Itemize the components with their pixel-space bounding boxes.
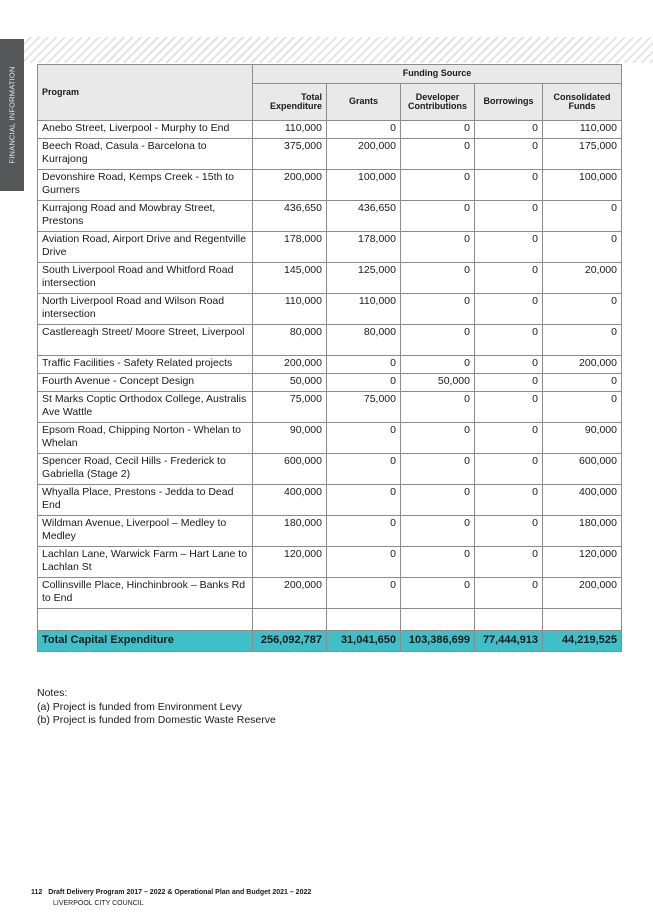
notes-section bbox=[37, 687, 276, 728]
table-row bbox=[38, 232, 622, 263]
table-row bbox=[38, 374, 622, 392]
total-label: Total Capital Expenditure bbox=[38, 631, 253, 652]
value-cell: 375,000 bbox=[253, 139, 327, 170]
value-cell: 0 bbox=[475, 294, 543, 325]
developer-contributions-header: Developer Contributions bbox=[401, 84, 475, 121]
grants-header: Grants bbox=[327, 84, 401, 121]
program-cell: Fourth Avenue - Concept Design bbox=[38, 374, 253, 392]
value-cell: 100,000 bbox=[327, 170, 401, 201]
table-row bbox=[38, 121, 622, 139]
program-cell: Whyalla Place, Prestons - Jedda to Dead End bbox=[38, 485, 253, 516]
table-row bbox=[38, 325, 622, 356]
program-cell: Collinsville Place, Hinchinbrook – Banks Rd to End bbox=[38, 578, 253, 609]
value-cell: 75,000 bbox=[327, 392, 401, 423]
value-cell: 0 bbox=[327, 547, 401, 578]
empty-cell bbox=[475, 609, 543, 631]
program-cell: North Liverpool Road and Wilson Road intersection bbox=[38, 294, 253, 325]
value-cell: 50,000 bbox=[401, 374, 475, 392]
value-cell: 178,000 bbox=[327, 232, 401, 263]
decorative-stripe-band bbox=[24, 37, 653, 63]
table-body bbox=[38, 121, 622, 652]
note-item: (b) Project is funded from Domestic Waste Reserve bbox=[37, 714, 276, 726]
council-name: LIVERPOOL CITY COUNCIL bbox=[53, 900, 144, 907]
value-cell: 400,000 bbox=[253, 485, 327, 516]
value-cell: 0 bbox=[401, 121, 475, 139]
value-cell: 0 bbox=[327, 485, 401, 516]
value-cell: 100,000 bbox=[543, 170, 622, 201]
value-cell: 0 bbox=[475, 170, 543, 201]
value-cell: 200,000 bbox=[543, 578, 622, 609]
notes-heading: Notes: bbox=[37, 687, 68, 699]
value-cell: 175,000 bbox=[543, 139, 622, 170]
program-cell: Beech Road, Casula - Barcelona to Kurrajong bbox=[38, 139, 253, 170]
total-value-cell: 103,386,699 bbox=[401, 631, 475, 652]
value-cell: 0 bbox=[401, 516, 475, 547]
value-cell: 0 bbox=[401, 139, 475, 170]
value-cell: 180,000 bbox=[253, 516, 327, 547]
value-cell: 436,650 bbox=[327, 201, 401, 232]
table-row bbox=[38, 392, 622, 423]
table-row bbox=[38, 516, 622, 547]
table-row bbox=[38, 578, 622, 609]
value-cell: 0 bbox=[475, 392, 543, 423]
value-cell: 0 bbox=[401, 356, 475, 374]
value-cell: 75,000 bbox=[253, 392, 327, 423]
value-cell: 80,000 bbox=[253, 325, 327, 356]
empty-cell bbox=[543, 609, 622, 631]
value-cell: 180,000 bbox=[543, 516, 622, 547]
blank-row bbox=[38, 609, 622, 631]
value-cell: 0 bbox=[327, 423, 401, 454]
program-cell: Spencer Road, Cecil Hills - Frederick to Gabriella (Stage 2) bbox=[38, 454, 253, 485]
page-footer bbox=[31, 889, 312, 907]
value-cell: 0 bbox=[327, 454, 401, 485]
table-row bbox=[38, 356, 622, 374]
program-cell: Traffic Facilities - Safety Related projects bbox=[38, 356, 253, 374]
table-row bbox=[38, 454, 622, 485]
program-cell: Anebo Street, Liverpool - Murphy to End bbox=[38, 121, 253, 139]
value-cell: 200,000 bbox=[543, 356, 622, 374]
value-cell: 120,000 bbox=[253, 547, 327, 578]
value-cell: 90,000 bbox=[543, 423, 622, 454]
value-cell: 0 bbox=[543, 325, 622, 356]
value-cell: 400,000 bbox=[543, 485, 622, 516]
value-cell: 50,000 bbox=[253, 374, 327, 392]
value-cell: 0 bbox=[401, 325, 475, 356]
value-cell: 0 bbox=[327, 516, 401, 547]
value-cell: 436,650 bbox=[253, 201, 327, 232]
funding-source-header: Funding Source bbox=[253, 65, 622, 84]
total-value-cell: 44,219,525 bbox=[543, 631, 622, 652]
value-cell: 0 bbox=[475, 201, 543, 232]
value-cell: 0 bbox=[543, 294, 622, 325]
value-cell: 0 bbox=[327, 121, 401, 139]
value-cell: 90,000 bbox=[253, 423, 327, 454]
value-cell: 0 bbox=[475, 516, 543, 547]
program-cell: St Marks Coptic Orthodox College, Australis Ave Wattle bbox=[38, 392, 253, 423]
program-cell: Aviation Road, Airport Drive and Regentville Drive bbox=[38, 232, 253, 263]
value-cell: 200,000 bbox=[253, 578, 327, 609]
table-row bbox=[38, 547, 622, 578]
table-row bbox=[38, 263, 622, 294]
value-cell: 0 bbox=[401, 392, 475, 423]
total-row bbox=[38, 631, 622, 652]
program-cell: Wildman Avenue, Liverpool – Medley to Medley bbox=[38, 516, 253, 547]
value-cell: 110,000 bbox=[253, 294, 327, 325]
value-cell: 110,000 bbox=[543, 121, 622, 139]
value-cell: 0 bbox=[401, 485, 475, 516]
empty-cell bbox=[38, 609, 253, 631]
value-cell: 0 bbox=[475, 374, 543, 392]
table-row bbox=[38, 294, 622, 325]
page-number: 112 bbox=[31, 889, 43, 896]
value-cell: 0 bbox=[475, 485, 543, 516]
value-cell: 120,000 bbox=[543, 547, 622, 578]
value-cell: 0 bbox=[401, 201, 475, 232]
value-cell: 0 bbox=[401, 547, 475, 578]
empty-cell bbox=[253, 609, 327, 631]
value-cell: 0 bbox=[475, 578, 543, 609]
value-cell: 0 bbox=[401, 294, 475, 325]
table-row bbox=[38, 201, 622, 232]
value-cell: 0 bbox=[475, 325, 543, 356]
value-cell: 0 bbox=[401, 423, 475, 454]
value-cell: 0 bbox=[327, 374, 401, 392]
table-row bbox=[38, 139, 622, 170]
value-cell: 0 bbox=[475, 121, 543, 139]
document-title: Draft Delivery Program 2017 – 2022 & Operational Plan and Budget 2021 – 2022 bbox=[48, 889, 312, 896]
value-cell: 200,000 bbox=[253, 356, 327, 374]
value-cell: 0 bbox=[543, 374, 622, 392]
value-cell: 145,000 bbox=[253, 263, 327, 294]
value-cell: 0 bbox=[475, 263, 543, 294]
consolidated-funds-header: Consolidated Funds bbox=[543, 84, 622, 121]
value-cell: 0 bbox=[543, 201, 622, 232]
note-item: (a) Project is funded from Environment Levy bbox=[37, 700, 242, 713]
empty-cell bbox=[401, 609, 475, 631]
value-cell: 0 bbox=[543, 392, 622, 423]
value-cell: 600,000 bbox=[543, 454, 622, 485]
borrowings-header: Borrowings bbox=[475, 84, 543, 121]
program-column-header: Program bbox=[38, 65, 253, 121]
value-cell: 0 bbox=[401, 454, 475, 485]
section-side-tab bbox=[0, 39, 24, 191]
value-cell: 125,000 bbox=[327, 263, 401, 294]
empty-cell bbox=[327, 609, 401, 631]
total-expenditure-header: Total Expenditure bbox=[253, 84, 327, 121]
value-cell: 0 bbox=[401, 232, 475, 263]
value-cell: 0 bbox=[475, 356, 543, 374]
value-cell: 600,000 bbox=[253, 454, 327, 485]
program-cell: Epsom Road, Chipping Norton - Whelan to Whelan bbox=[38, 423, 253, 454]
total-value-cell: 256,092,787 bbox=[253, 631, 327, 652]
value-cell: 200,000 bbox=[327, 139, 401, 170]
value-cell: 0 bbox=[401, 578, 475, 609]
value-cell: 0 bbox=[475, 547, 543, 578]
value-cell: 200,000 bbox=[253, 170, 327, 201]
value-cell: 0 bbox=[401, 170, 475, 201]
value-cell: 20,000 bbox=[543, 263, 622, 294]
table-row bbox=[38, 423, 622, 454]
total-value-cell: 77,444,913 bbox=[475, 631, 543, 652]
table-row bbox=[38, 170, 622, 201]
value-cell: 0 bbox=[475, 232, 543, 263]
capital-expenditure-table bbox=[37, 64, 622, 652]
value-cell: 110,000 bbox=[327, 294, 401, 325]
value-cell: 0 bbox=[327, 578, 401, 609]
value-cell: 80,000 bbox=[327, 325, 401, 356]
value-cell: 0 bbox=[401, 263, 475, 294]
program-cell: South Liverpool Road and Whitford Road intersection bbox=[38, 263, 253, 294]
program-cell: Kurrajong Road and Mowbray Street, Prestons bbox=[38, 201, 253, 232]
program-cell: Devonshire Road, Kemps Creek - 15th to Gurners bbox=[38, 170, 253, 201]
table-row bbox=[38, 485, 622, 516]
value-cell: 0 bbox=[327, 356, 401, 374]
section-label: FINANCIAL INFORMATION bbox=[7, 66, 17, 164]
value-cell: 0 bbox=[475, 423, 543, 454]
value-cell: 0 bbox=[475, 454, 543, 485]
program-cell: Lachlan Lane, Warwick Farm – Hart Lane to Lachlan St bbox=[38, 547, 253, 578]
value-cell: 0 bbox=[475, 139, 543, 170]
value-cell: 178,000 bbox=[253, 232, 327, 263]
program-cell: Castlereagh Street/ Moore Street, Liverpool bbox=[38, 325, 253, 356]
total-value-cell: 31,041,650 bbox=[327, 631, 401, 652]
value-cell: 0 bbox=[543, 232, 622, 263]
value-cell: 110,000 bbox=[253, 121, 327, 139]
